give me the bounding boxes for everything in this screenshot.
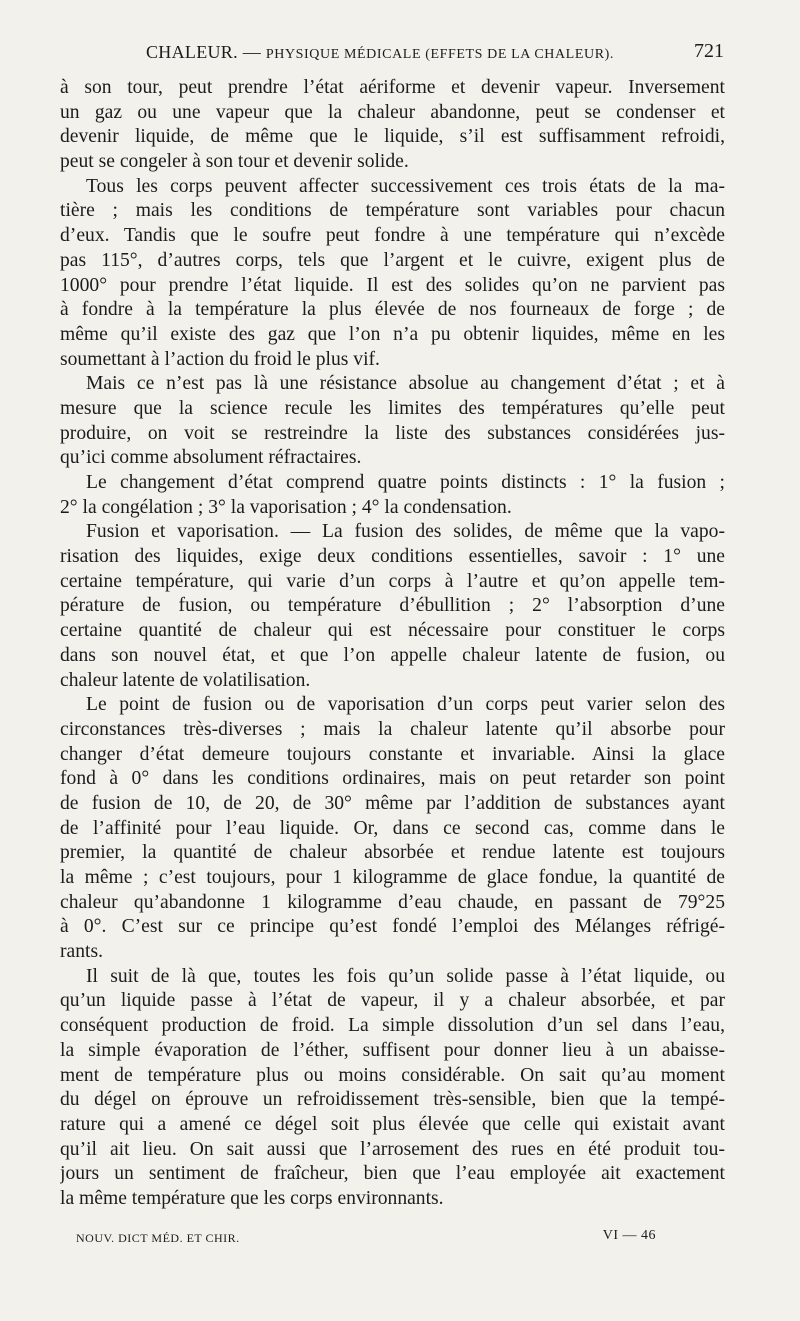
text-line: la même température que les corps environnants. — [60, 1187, 444, 1209]
text-line: pas 115°, d’autres corps, tels que l’argent et le cuivre, exigent plus de — [60, 249, 725, 271]
text-line: Le point de fusion ou de vaporisation d’un corps peut varier selon des — [86, 694, 725, 716]
header-dash: — — [242, 42, 262, 62]
text-line: la simple évaporation de l’éther, suffisent pour donner lieu à un abaisse- — [60, 1039, 725, 1061]
text-line: devenir liquide, de même que le liquide, s’il est suffisamment refroidi, — [60, 126, 725, 148]
text-line: la même ; c’est toujours, pour 1 kilogramme de glace fondue, la quantité de — [60, 867, 725, 888]
text-line: du dégel on éprouve un refroidissement très-sensible, bien que la tempé- — [60, 1089, 725, 1111]
text-line: ment de température plus ou moins considérable. On sait qu’au moment — [60, 1064, 725, 1086]
text-line: mesure que la science recule les limites des températures qu’elle peut — [60, 397, 725, 419]
text-line: conséquent production de froid. La simple dissolution d’un sel dans l’eau, — [60, 1015, 725, 1037]
text-line: jours un sentiment de fraîcheur, bien que l’eau employée ait exactement — [60, 1163, 725, 1185]
running-title — [146, 42, 614, 63]
text-line: à 0°. C’est sur ce principe qu’est fondé l’emploi des Mélanges réfrigé- — [60, 916, 725, 938]
text-line: tière ; mais les conditions de température sont variables pour chacun — [60, 200, 725, 222]
text-line: à fondre à la température la plus élevée de nos fourneaux de forge ; de — [60, 299, 725, 321]
text-line: qu’il ait lieu. On sait aussi que l’arrosement des rues en été produit tou- — [60, 1138, 725, 1160]
text-line: qu’un liquide passe à l’état de vapeur, il y a chaleur absorbée, et par — [60, 990, 725, 1012]
text-line: chaleur latente de volatilisation. — [60, 669, 311, 691]
text-line: certaine température, qui varie d’un corps à l’autre et qu’on appelle tem- — [60, 570, 725, 592]
page-number: 721 — [694, 40, 724, 62]
text-line: de fusion de 10, de 20, de 30° même par l’addition de substances ayant — [60, 792, 725, 814]
body-text — [60, 76, 725, 1212]
text-line: d’eux. Tandis que le soufre peut fondre à une température qui n’excède — [60, 225, 725, 247]
text-line: chaleur qu’abandonne 1 kilogramme d’eau chaude, en passant de 79°25 — [60, 891, 725, 913]
text-line: rature qui a amené ce dégel soit plus élevée que celle qui existait avant — [60, 1113, 725, 1135]
footer-signature: NOUV. DICT MÉD. ET CHIR. — [76, 1231, 240, 1245]
text-line: Il suit de là que, toutes les fois qu’un solide passe à l’état liquide, ou — [86, 965, 725, 987]
text-line: de l’affinité pour l’eau liquide. Or, dans ce second cas, comme dans le — [60, 817, 725, 839]
text-line: Le changement d’état comprend quatre points distincts : 1° la fusion ; — [86, 472, 725, 493]
header-title: CHALEUR. — [146, 42, 238, 62]
text-line: peut se congeler à son tour et devenir solide. — [60, 151, 409, 173]
page-footer — [76, 1228, 656, 1248]
text-line: à son tour, peut prendre l’état aériforme et devenir vapeur. Inversement — [60, 77, 725, 98]
text-line: qu’ici comme absolument réfractaires. — [60, 447, 362, 469]
text-line: dans son nouvel état, et que l’on appelle chaleur latente de fusion, ou — [60, 644, 725, 666]
text-line: produire, on voit se restreindre la liste des substances considérées jus- — [60, 422, 725, 444]
running-header — [60, 36, 724, 70]
text-line: 2° la congélation ; 3° la vaporisation ; 4° la condensation. — [60, 496, 512, 518]
text-line: 1000° pour prendre l’état liquide. Il est des solides qu’on ne parvient pas — [60, 274, 725, 296]
text-line: un gaz ou une vapeur que la chaleur abandonne, peut se condenser et — [60, 101, 725, 123]
text-line: Tous les corps peuvent affecter successivement ces trois états de la ma- — [86, 175, 725, 197]
text-line: certaine quantité de chaleur qui est nécessaire pour constituer le corps — [60, 620, 725, 642]
text-line: Fusion et vaporisation. — La fusion des solides, de même que la vapo- — [86, 521, 725, 543]
text-line: changer d’état demeure toujours constante et invariable. Ainsi la glace — [60, 743, 725, 765]
header-subtitle: PHYSIQUE MÉDICALE (EFFETS DE LA CHALEUR). — [265, 47, 614, 62]
footer-sheet-number: VI — 46 — [602, 1228, 656, 1243]
text-line: circonstances très-diverses ; mais la chaleur latente qu’il absorbe pour — [60, 718, 725, 740]
text-line: rants. — [60, 941, 103, 963]
text-line: premier, la quantité de chaleur absorbée et rendue latente est toujours — [60, 842, 725, 864]
text-line: pérature de fusion, ou température d’ébullition ; 2° l’absorption d’une — [60, 595, 725, 617]
text-line: fond à 0° dans les conditions ordinaires, mais on peut retarder son point — [60, 768, 725, 790]
text-line: Mais ce n’est pas là une résistance absolue au changement d’état ; et à — [86, 373, 725, 395]
text-line: risation des liquides, exige deux conditions essentielles, savoir : 1° une — [60, 546, 725, 568]
text-line: soumettant à l’action du froid le plus vif. — [60, 348, 380, 370]
text-line: même qu’il existe des gaz que l’on n’a pu obtenir liquides, même en les — [60, 323, 725, 345]
